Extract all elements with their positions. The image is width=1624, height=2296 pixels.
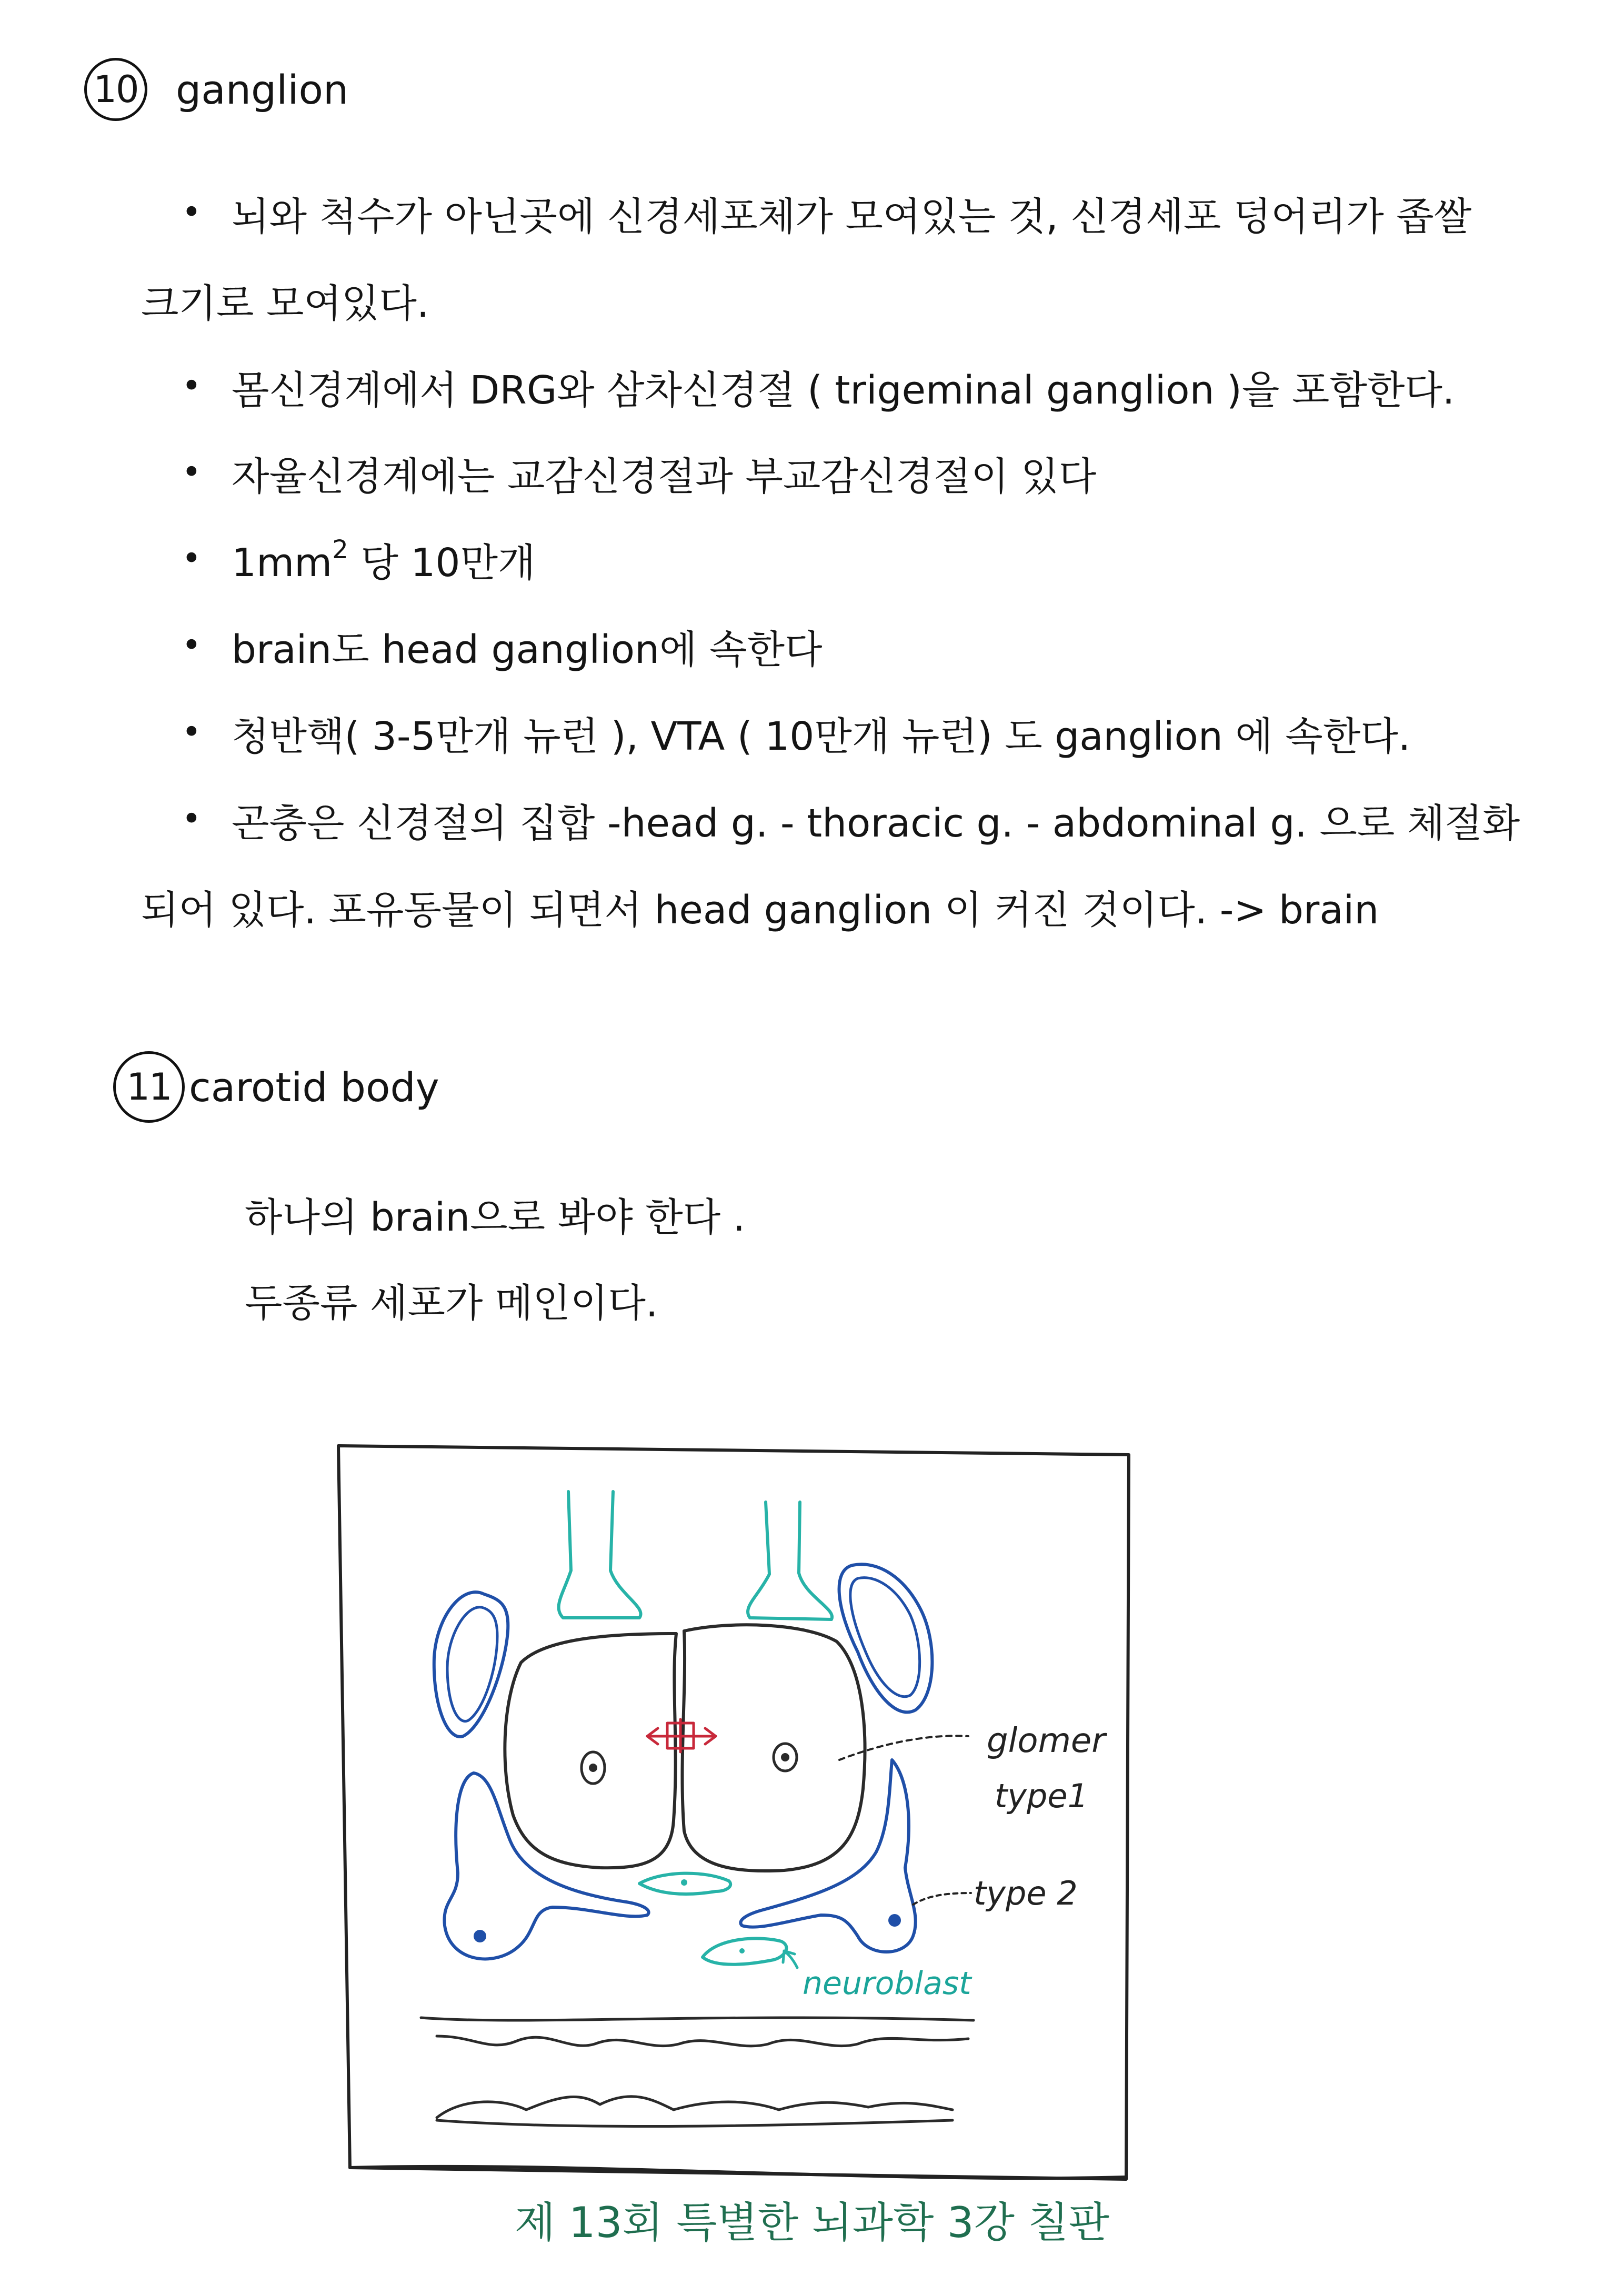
gap-junction-arrow [647, 1719, 716, 1752]
vessel-line-1b [437, 2036, 968, 2046]
section-11-number: 11 [113, 1051, 185, 1123]
label-neuroblast: neuroblast [803, 1965, 971, 2002]
bullet-2-text: 몸신경계에서 DRG와 삼차신경절 ( trigeminal ganglion )을 포함한다. [232, 368, 1455, 413]
bullet-dot-1: • [182, 193, 202, 232]
bullet-dot-3: • [182, 453, 202, 492]
bullet-dot-4: • [182, 539, 202, 578]
bullet-1-text: 뇌와 척수가 아닌곳에 신경세포체가 모여있는 것, 신경세포 덩어리가 좁쌀 [232, 194, 1472, 239]
bullet-dot-7: • [182, 800, 202, 839]
label-glomer: glomer [987, 1721, 1106, 1760]
blue-oval-cell-left [434, 1592, 508, 1737]
label-type1: type1 [995, 1777, 1088, 1815]
bullet-dot-2: • [182, 367, 202, 406]
density-suffix: 당 10만개 [348, 540, 536, 586]
bullet-7-text: 곤충은 신경절의 집합 -head g. - thoracic g. - abdominal g. 으로 체절화 [232, 801, 1520, 846]
glomer-leader [839, 1736, 968, 1760]
type1-cell-left [505, 1634, 676, 1868]
blue-oval-cell-left-inner [447, 1607, 497, 1721]
left-stalk [559, 1492, 641, 1618]
blue-oval-cell-right-inner [850, 1578, 920, 1697]
vessel-line-2b [437, 2120, 953, 2127]
bullet-5-text: brain도 head ganglion에 속한다 [232, 627, 823, 672]
right-stalk [748, 1502, 832, 1619]
section-11-title: carotid body [189, 1063, 439, 1111]
carotid-body-diagram [326, 1421, 1147, 2189]
bullet-6-text: 청반핵( 3-5만개 뉴런 ), VTA ( 10만개 뉴런) 도 ganglion 에 속한다. [232, 714, 1411, 759]
figure-caption: 제 13회 특별한 뇌과학 3강 칠판 [515, 2198, 1109, 2247]
bullet-3-text: 자율신경계에는 교감신경절과 부교감신경절이 있다 [232, 454, 1097, 499]
bullet-dot-6: • [182, 713, 202, 752]
vessel-line-1 [421, 2018, 974, 2020]
carotid-line-2: 두종류 세포가 메인이다. [245, 1281, 658, 1326]
density-exponent: 2 [332, 535, 348, 565]
density-prefix: 1mm [232, 540, 333, 586]
type1-cell-right [682, 1625, 865, 1871]
bullet-4-text [232, 535, 536, 586]
section-10-heading [84, 58, 348, 121]
label-type2: type 2 [974, 1874, 1078, 1912]
bullet-7-continuation: 되어 있다. 포유동물이 되면서 head ganglion 이 커진 것이다. -> brain [141, 888, 1379, 933]
type2-leader [913, 1893, 971, 1905]
section-11-heading [113, 1051, 439, 1123]
bullet-dot-5: • [182, 626, 202, 665]
type2-cell-left [444, 1773, 648, 1959]
section-10-number: 10 [84, 58, 147, 121]
section-10-title: ganglion [176, 66, 349, 113]
vessel-line-2 [437, 2097, 953, 2118]
bullet-1-continuation: 크기로 모여있다. [141, 281, 429, 326]
carotid-line-1: 하나의 brain으로 봐야 한다 . [245, 1195, 746, 1240]
